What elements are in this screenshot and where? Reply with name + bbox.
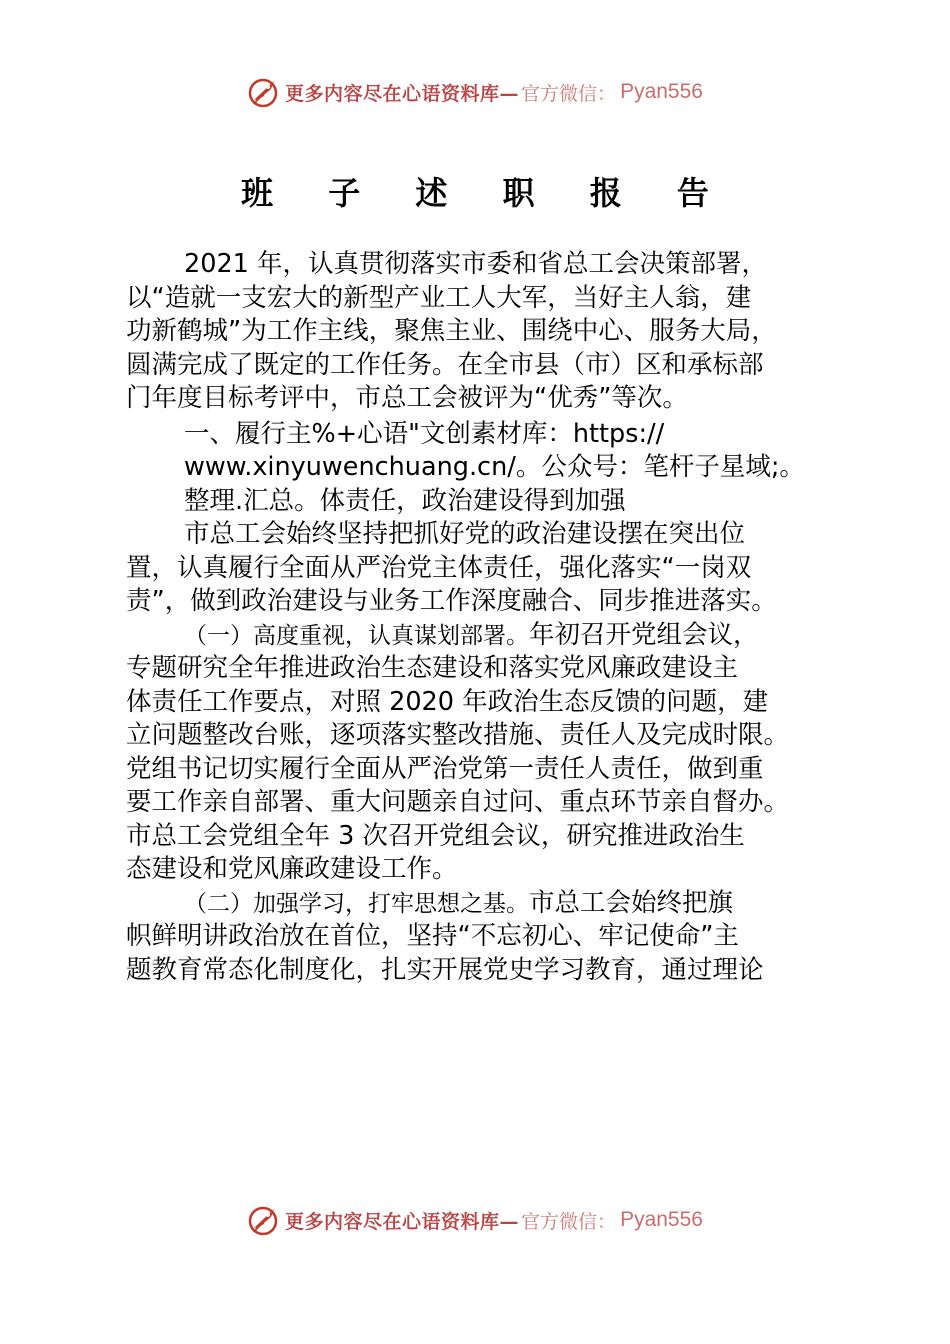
footer-banner [0,1198,950,1242]
quill-pen-logo-icon [247,75,281,109]
heading-line: 整理.汇总。体责任，政治建设得到加强 [184,485,626,516]
header-banner-inner [247,75,703,109]
paragraph-line: 立问题整改台账，逐项落实整改措施、责任人及完成时限。 [126,720,790,750]
paragraph-line: 以“造就一支宏大的新型产业工人大军，当好主人翁，建 [126,282,752,313]
banner-wechat-id: Pyan556 [620,80,703,103]
paragraph-line: 责”，做到政治建设与业务工作深度融合、同步推进落实。 [126,586,777,616]
paragraph-line: 市总工会党组全年 3 次召开党组会议，研究推进政治生 [126,820,745,851]
paragraph-line: 要工作亲自部署、重大问题亲自过问、重点环节亲自督办。 [126,787,790,817]
banner-text: 更多内容尽在心语资料库— [285,1210,520,1233]
paragraph-political-building [126,518,846,619]
document-body [126,248,846,987]
banner-wechat-label: 官方微信： [521,1210,617,1233]
quill-pen-logo-icon [247,1203,281,1237]
subsection-heading: （一）高度重视，认真谋划部署。 [184,622,529,649]
heading-line: www.xinyuwenchuang.cn/。公众号：笔杆子星域;。 [184,452,805,482]
banner-text: 更多内容尽在心语资料库— [285,82,520,105]
paragraph-text: 年初召开党组会议， [529,619,759,650]
document-title: 班 子 述 职 报 告 [241,174,731,212]
paragraph-line: 门年度目标考评中，市总工会被评为“优秀”等次。 [126,383,688,413]
paragraph-line: 置，认真履行全面从严治党主体责任，强化落实“一岗双 [126,552,752,583]
paragraph-line: 圆满完成了既定的工作任务。在全市县（市）区和承标部 [126,349,764,380]
paragraph-subsection-1 [126,619,846,887]
paragraph-line: 党组书记切实履行全面从严治党第一责任人责任，做到重 [126,753,764,784]
paragraph-line: 态建设和党风廉政建设工作。 [126,854,458,884]
heading-line: 一、履行主%+心语"文创素材库：https:// [184,418,665,449]
footer-banner-inner [247,1203,703,1237]
subsection-heading: （二）加强学习，打牢思想之基。 [184,890,529,917]
paragraph-line: 市总工会始终坚持把抓好党的政治建设摆在突出位 [184,519,746,549]
paragraph-line: 题教育常态化制度化，扎实开展党史学习教育，通过理论 [126,954,764,985]
paragraph-line [126,887,846,921]
paragraph-line: 帜鲜明讲政治放在首位，坚持“不忘初心、牢记使命”主 [126,921,739,951]
header-banner [0,70,950,114]
paragraph-text: 市总工会始终把旗 [529,887,734,918]
section-heading-1 [126,418,846,519]
paragraph-line: 功新鹤城”为工作主线，聚焦主业、围绕中心、服务大局， [126,316,777,346]
banner-wechat-id: Pyan556 [620,1208,703,1231]
paragraph-line [126,619,846,653]
banner-wechat-label: 官方微信： [521,82,617,105]
paragraph-line: 体责任工作要点，对照 2020 年政治生态反馈的问题，建 [126,686,769,717]
paragraph-line: 2021 年，认真贯彻落实市委和省总工会决策部署， [184,249,768,279]
paragraph-subsection-2 [126,887,846,988]
paragraph-intro [126,248,846,416]
paragraph-line: 专题研究全年推进政治生态建设和落实党风廉政建设主 [126,653,739,683]
